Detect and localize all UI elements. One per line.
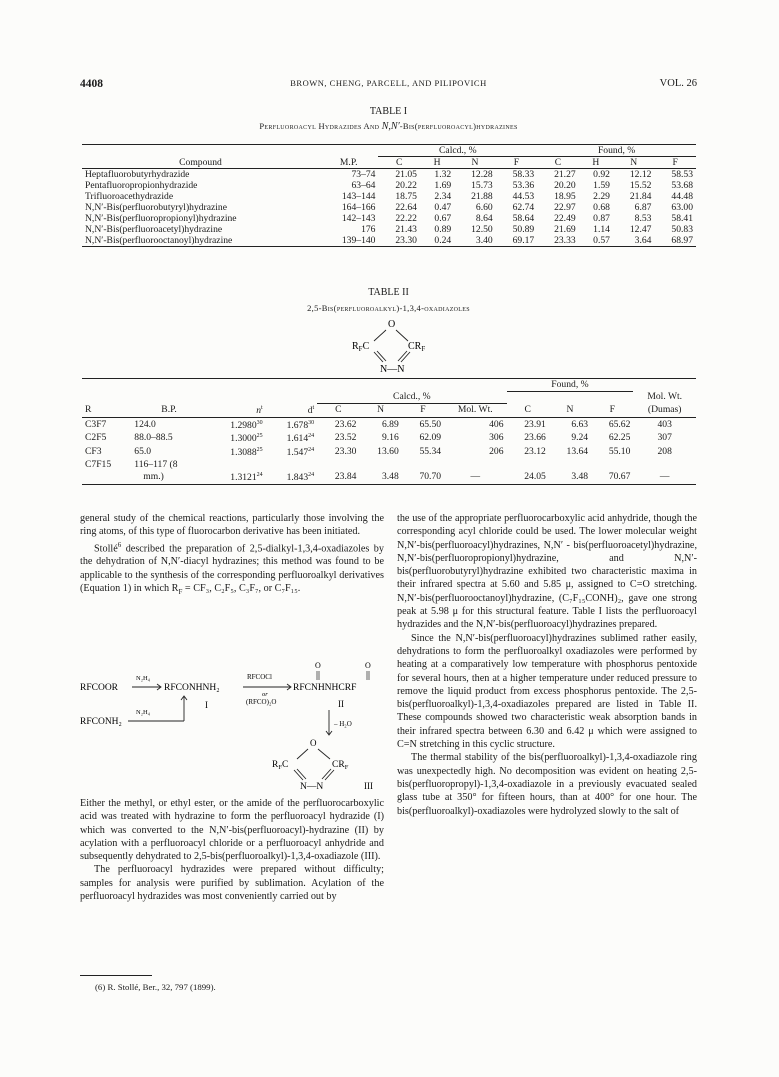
- t1-col-n: N: [454, 157, 495, 169]
- eq-n2h4-2: N₂H₄: [136, 709, 150, 716]
- t1-col-f: F: [496, 157, 537, 169]
- eq-o2: O: [365, 661, 371, 670]
- t1-col-compound: Compound: [82, 157, 319, 169]
- t1-col-mp: M.P.: [319, 157, 379, 169]
- right-paragraph-2: Since the N,N′-bis(perfluoroacyl)hydrazines sublimed rather easily, dehydrations to form the perfluoroalkyl oxadiazoles were performed by heating at a comparatively low temperature with phosphorus pentoxide for several hours, then at a higher temperature under reduced pressure to remove the liquid product from excess phosphorus pentoxide. The 2,5-bis(perfluoroalkyl)-1,3,4-oxadiazoles prepared are listed in Table II. These compounds showed two characteristic weak absorption bands in their infrared spectra between 6.30 and 6.42 μ which were assigned to C=N stretching in this cyclic structure.: [397, 632, 697, 751]
- table-row: N,N′-Bis(perfluorooctanoyl)hydrazine 139–140 23.30 0.24 3.40 69.17 23.33 0.57 3.64 68.97: [82, 235, 696, 247]
- t1-col-found-h: H: [579, 157, 613, 169]
- eq-ring-bottom: N—N: [300, 782, 324, 790]
- oxadiazole-structure: [330, 316, 450, 376]
- eq-reagent-or: or: [262, 691, 268, 698]
- right-column: [397, 512, 697, 818]
- t1-calcd-header: Calcd., %: [378, 145, 537, 157]
- left-column-top: [80, 512, 384, 599]
- eq-ring-left: $R_FC$: [272, 760, 289, 771]
- table2-caption: 2,5-Bis(perfluoroalkyl)-1,3,4-oxadiazoles: [307, 303, 470, 313]
- table-row: Heptafluorobutyrhydrazide 73–74 21.05 1.32 12.28 58.33 21.27 0.92 12.12 58.53: [85, 169, 693, 180]
- t2-col-mw: Mol. Wt.: [444, 403, 506, 417]
- t2-col-found-f: F: [591, 403, 633, 417]
- eq-label-i: I: [205, 700, 208, 710]
- t2-col-r: R: [82, 403, 131, 417]
- eq-n2h4-1: N₂H₄: [136, 675, 150, 682]
- left-paragraph-1: general study of the chemical reactions, particularly those involving the ring atoms, of this type of fluorocarbon derivative has been initiated.: [80, 513, 384, 538]
- t2-col-nd: $n^t$: [207, 403, 266, 417]
- running-header: [80, 78, 697, 94]
- table-row: C7F15 116–117 (8: [85, 458, 178, 470]
- equation-1: [80, 660, 384, 790]
- eq-label-iii: III: [364, 781, 373, 790]
- t2-col-found-n: N: [549, 403, 591, 417]
- table1-label: TABLE I: [369, 106, 408, 117]
- eq-o1: O: [315, 661, 321, 670]
- t2-col-c: C: [317, 403, 359, 417]
- eq-ring-right: $CR_F$: [332, 760, 349, 771]
- eq-reagent-bottom: (RFCO)₂O: [246, 698, 277, 706]
- right-paragraph-3: The thermal stability of the bis(perfluoroalkyl)-1,3,4-oxadiazole ring was unexpectedly high. No decomposition was evident on heating 2,5-bis(perfluoropropyl)-1,3,4-oxadiazole in a previously evacuated sealed glass tube at 350° for fifteen hours, than at 400° for one hour. The bis(perfluoroalkyl)-oxadiazoles were hydrolyzed slowly to the salt of: [397, 752, 697, 817]
- eq-hydrazide: RFCONHNH₂: [164, 683, 220, 693]
- table1: [82, 144, 696, 247]
- struct-bottom: N—N: [380, 364, 405, 375]
- t2-col-mw-found-a: Mol. Wt.: [647, 391, 683, 403]
- t2-col-bp: B.P.: [131, 403, 207, 417]
- t1-col-found-c: C: [537, 157, 578, 169]
- t2-col-n: N: [359, 403, 401, 417]
- struct-left: $R_FC$: [352, 341, 370, 353]
- t2-col-d: $d^t$: [266, 403, 318, 417]
- table-row: Trifluoroacethydrazide 143–144 18.75 2.34 21.88 44.53 18.95 2.29 21.84 44.48: [85, 191, 693, 202]
- footnote-rule: [80, 975, 152, 976]
- left-paragraph-4: The perfluoroacyl hydrazides were prepared without difficulty; samples for analysis were purified by sublimation. Acylation of the perfluoroacyl hydrazides was most conveniently carried out by: [80, 864, 384, 903]
- t1-col-c: C: [378, 157, 419, 169]
- t1-found-header: Found, %: [537, 145, 696, 157]
- t2-found-header: Found, %: [507, 379, 634, 392]
- t2-calcd-header: Calcd., %: [317, 391, 506, 403]
- left-paragraph-2: Stollé$^6$ described the preparation of 2,5-dialkyl-1,3,4-oxadiazoles by the dehydration of N,N′-diacyl hydrazines; this method was found to be applicable to the synthesis of the corresponding perfluoroalkyl derivatives (Equation 1) in which $R_F = CF_3$, C₂F₅, C₃F₇, or C₇F₁₅.: [80, 540, 384, 596]
- t1-col-found-f: F: [654, 157, 696, 169]
- table2: [82, 378, 696, 485]
- left-paragraph-3: Either the methyl, or ethyl ester, or the amide of the perfluorocarboxylic acid was treated with hydrazine to form the perfluoroacyl hydrazide (I) which was converted to the N,N′-bis(perfluoroacyl)-hydrazine (II) by acylation with a perfluoroacyl chloride or a perfluoroacyl anhydride and subsequently dehydrated to 2,5-bis(perfluoroalkyl)-1,3,4-oxadiazole (III).: [80, 798, 384, 863]
- eq-reagent-top: RFCOCl: [247, 673, 272, 681]
- table1-caption: Perfluoroacyl Hydrazides And N,N′-Bis(perfluoroacyl)hydrazines: [259, 121, 518, 132]
- table-row: C2F5 88.0–88.5 1.3000$^{25}$ 1.614$^{24}$ 23.52 9.16 62.09 306 23.66 9.24 62.25 307: [85, 432, 672, 445]
- table-row: C3F7 124.0 1.2980$^{30}$ 1.678$^{30}$ 23.62 6.89 65.50 406 23.91 6.63 65.62 403: [85, 418, 672, 431]
- table-row: N,N′-Bis(perfluoropropionyl)hydrazine 142–143 22.22 0.67 8.64 58.64 22.49 0.87 8.53 58.41: [85, 213, 693, 224]
- t2-col-f: F: [402, 403, 444, 417]
- struct-o: O: [388, 319, 396, 330]
- eq-ring-o: O: [310, 738, 317, 748]
- table-row: mm.) 1.3121$^{24}$ 1.843$^{24}$ 23.84 3.48 70.70 — 24.05 3.48 70.67 —: [82, 470, 696, 484]
- t2-col-mw-found-b: (Dumas): [633, 403, 696, 417]
- volume-label: VOL. 26: [659, 78, 697, 89]
- t2-col-found-c: C: [507, 403, 549, 417]
- table-row: N,N′-Bis(perfluoroacetyl)hydrazine 176 21.43 0.89 12.50 50.89 21.69 1.14 12.47 50.83: [85, 224, 693, 235]
- eq-label-ii: II: [338, 699, 344, 709]
- footnote: (6) R. Stollé, Ber., 32, 797 (1899).: [95, 982, 216, 992]
- eq-amide: RFCONH₂: [80, 717, 122, 727]
- table-row: N,N′-Bis(perfluorobutyryl)hydrazine 164–166 22.64 0.47 6.60 62.74 22.97 0.68 6.87 63.00: [85, 202, 693, 213]
- t1-col-found-n: N: [613, 157, 654, 169]
- eq-product2: RFCNHNHCRF: [293, 683, 357, 693]
- right-paragraph-1: the use of the appropriate perfluorocarboxylic acid anhydride, though the corresponding acyl chloride could be used. The lower molecular weight N,N′-bis(perfluoroacyl)hydrazines, N,N′ - bis(perfluoroacetyl)hydrazine, N,N′-bis(perfluoropropionyl)hydrazine, and N,N′-bis(perfluorobutyryl)hydrazine exhibited two characteristic maxima in their infrared spectra at 5.60 and 5.85 μ, assigned to C=O stretching. N,N′-bis(perfluorooctanoyl)hydrazine, (C₇F₁₅CONH)₂, gave one strong peak at 5.98 μ for this structural feature. Table I lists the perfluoroacyl hydrazides and the N,N′-bis(perfluoroacyl)hydrazines prepared.: [397, 513, 697, 631]
- eq-ester: RFCOOR: [80, 683, 119, 693]
- table2-label: TABLE II: [368, 287, 409, 298]
- page-number: 4408: [80, 78, 103, 90]
- table-row: CF3 65.0 1.3088$^{25}$ 1.547$^{24}$ 23.30 13.60 55.34 206 23.12 13.64 55.10 208: [85, 446, 672, 459]
- struct-right: $CR_F$: [408, 341, 426, 353]
- running-authors: BROWN, CHENG, PARCELL, AND PILIPOVICH: [290, 78, 487, 88]
- t1-col-h: H: [420, 157, 454, 169]
- eq-dehydrate: – H₂O: [334, 720, 352, 728]
- left-column-bottom: [80, 797, 384, 903]
- table-row: Pentafluoropropionhydrazide 63–64 20.22 1.69 15.73 53.36 20.20 1.59 15.52 53.68: [85, 180, 693, 191]
